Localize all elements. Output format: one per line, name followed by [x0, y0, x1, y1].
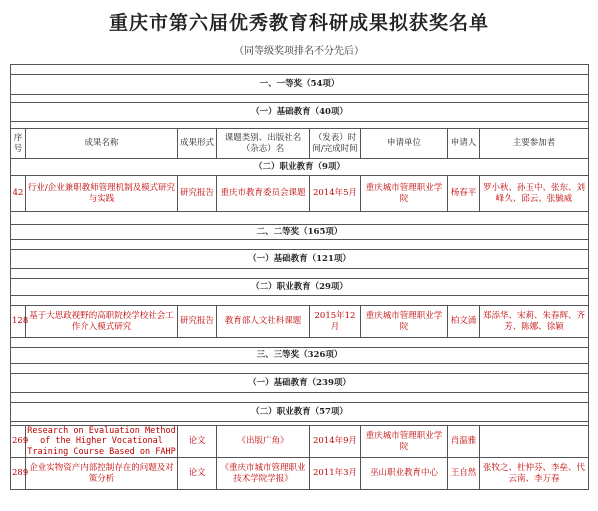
spacer-row: [11, 65, 589, 75]
spacer-row: [11, 122, 589, 129]
table-row: [11, 306, 589, 338]
cell-form: 论文: [178, 426, 217, 458]
cell-time: 2015年12月: [310, 306, 361, 338]
header-applicant: 申请人: [448, 129, 480, 159]
cell-time: 2011年3月: [310, 458, 361, 490]
table-row: [11, 176, 589, 212]
cell-unit: 重庆城市管理职业学院: [361, 426, 448, 458]
table-row: [11, 458, 589, 490]
header-time: （发表）时间/完成时间: [310, 129, 361, 159]
cell-form: 研究报告: [178, 306, 217, 338]
header-members: 主要参加者: [480, 129, 589, 159]
cell-members: 郑添华、宋莉、朱春辉、齐芳、陈娜、徐颖: [480, 306, 589, 338]
cell-members: [480, 426, 589, 458]
cell-no: 42: [11, 176, 26, 212]
section-third-vocational: （二）职业教育（57项）: [11, 403, 589, 422]
cell-members: 张牧之、杜仲芬、李垒、代云南、李万春: [480, 458, 589, 490]
header-unit: 申请单位: [361, 129, 448, 159]
cell-applicant: 杨春平: [448, 176, 480, 212]
cell-applicant: 柏文涌: [448, 306, 480, 338]
cell-form: 研究报告: [178, 176, 217, 212]
spacer-row: [11, 269, 589, 279]
section-third-prize: 三、三等奖（326项）: [11, 348, 589, 364]
cell-unit: 重庆城市管理职业学院: [361, 306, 448, 338]
cell-no: 289: [11, 458, 26, 490]
cell-unit: 重庆城市管理职业学院: [361, 176, 448, 212]
section-first-basic: （一）基础教育（40项）: [11, 103, 589, 122]
cell-time: 2014年5月: [310, 176, 361, 212]
cell-name: 企业实物资产内部控制存在的问题及对策分析: [26, 458, 178, 490]
cell-topic: 重庆市教育委员会课题: [217, 176, 310, 212]
spacer-row: [11, 364, 589, 374]
award-table: [10, 64, 589, 490]
section-third-basic: （一）基础教育（239项）: [11, 374, 589, 393]
cell-time: 2014年9月: [310, 426, 361, 458]
cell-topic: 《出版广角》: [217, 426, 310, 458]
header-no: 序号: [11, 129, 26, 159]
cell-no: 269: [11, 426, 26, 458]
spacer-row: [11, 393, 589, 403]
section-second-basic: （一）基础教育（121项）: [11, 250, 589, 269]
table-row: [11, 426, 589, 458]
cell-unit: 巫山职业教育中心: [361, 458, 448, 490]
spacer-row: [11, 240, 589, 250]
spacer-row: [11, 212, 589, 225]
page-subtitle: （同等级奖项排名不分先后）: [234, 46, 364, 57]
cell-topic: 教育部人文社科课题: [217, 306, 310, 338]
cell-applicant: 肖温雅: [448, 426, 480, 458]
cell-name: 行业/企业兼职教师管理机制及模式研究与实践: [26, 176, 178, 212]
spacer-row: [11, 338, 589, 348]
section-first-prize: 一、一等奖（54项）: [11, 75, 589, 95]
header-topic: 课题类别、出版社名（杂志）名: [217, 129, 310, 159]
cell-applicant: 王自然: [448, 458, 480, 490]
header-form: 成果形式: [178, 129, 217, 159]
cell-name: Research on Evaluation Method of the Higher Vocational Training Course Based on FAHP: [27, 426, 176, 457]
table-header-row: [11, 129, 589, 159]
spacer-row: [11, 95, 589, 103]
section-first-vocational: （二）职业教育（9项）: [11, 159, 589, 176]
cell-form: 论文: [178, 458, 217, 490]
cell-no: 128: [11, 306, 26, 338]
header-name: 成果名称: [26, 129, 178, 159]
cell-members: 罗小秋、孙玉中、张东、刘峰久、邱云、张毓威: [480, 176, 589, 212]
section-second-prize: 二、二等奖（165项）: [11, 225, 589, 240]
cell-topic: 《重庆市城市管理职业技术学院学报》: [217, 458, 310, 490]
cell-name: 基于大思政视野的高职院校学校社会工作介入模式研究: [26, 306, 178, 338]
section-second-vocational: （二）职业教育（29项）: [11, 279, 589, 296]
page-title: 重庆市第六届优秀教育科研成果拟获奖名单: [108, 12, 489, 34]
spacer-row: [11, 296, 589, 306]
